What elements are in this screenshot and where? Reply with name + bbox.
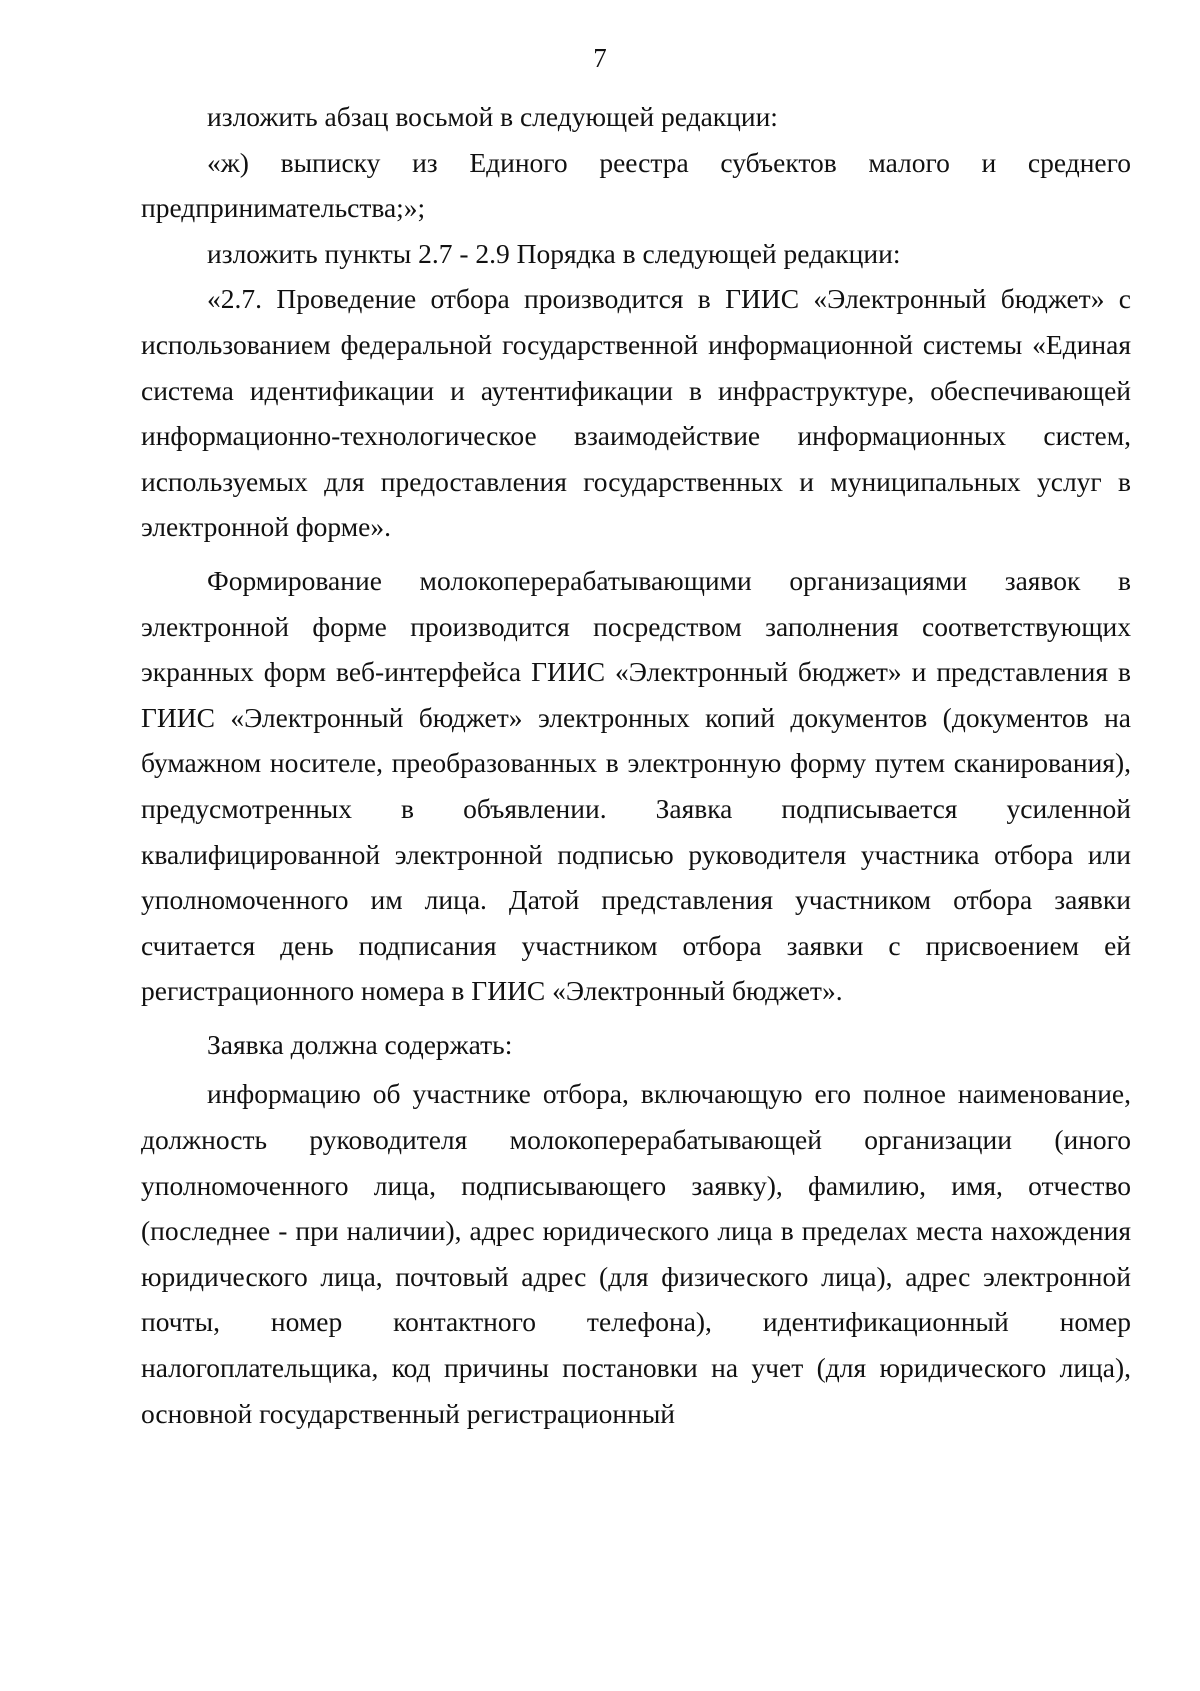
page-number: 7 xyxy=(593,43,607,73)
paragraph: «2.7. Проведение отбора производится в ГИИС «Электронный бюджет» с использованием федеральной государственной информационной системы «Единая система идентификации и аутентификации в инфраструктуре, обеспечивающей информационно-технологическое взаимодействие информационных систем, используемых для предоставления государственных и муниципальных услуг в электронной форме». xyxy=(141,283,1131,543)
paragraph: изложить пункты 2.7 - 2.9 Порядка в следующей редакции: xyxy=(207,237,901,269)
paragraph: изложить абзац восьмой в следующей редакции: xyxy=(207,101,778,132)
document-body xyxy=(141,94,1131,1436)
paragraph: Заявка должна содержать: xyxy=(207,1028,513,1060)
paragraph: «ж) выписку из Единого реестра субъектов малого и среднего предпринимательства;»; xyxy=(141,146,1131,224)
paragraph: информацию об участнике отбора, включающую его полное наименование, должность руководителя молокоперерабатывающей организации (иного уполномоченного лица, подписывающего заявку), фамилию, имя, отчество (последнее - при наличии), адрес юридического лица в пределах места нахождения юридического лица, почтовый адрес (для физического лица), адрес электронной почты, номер контактного телефона), идентификационный номер налогоплательщика, код причины постановки на учет (для юридического лица), основной государственный регистрационный xyxy=(141,1078,1131,1429)
paragraph: Формирование молокоперерабатывающими организациями заявок в электронной форме производится посредством заполнения соответствующих экранных форм веб-интерфейса ГИИС «Электронный бюджет» и представления в ГИИС «Электронный бюджет» электронных копий документов (документов на бумажном носителе, преобразованных в электронную форму путем сканирования), предусмотренных в объявлении. Заявка подписывается усиленной квалифицированной электронной подписью руководителя участника отбора или уполномоченного им лица. Датой представления участником отбора заявки считается день подписания участником отбора заявки с присвоением ей регистрационного номера в ГИИС «Электронный бюджет». xyxy=(141,564,1131,1007)
